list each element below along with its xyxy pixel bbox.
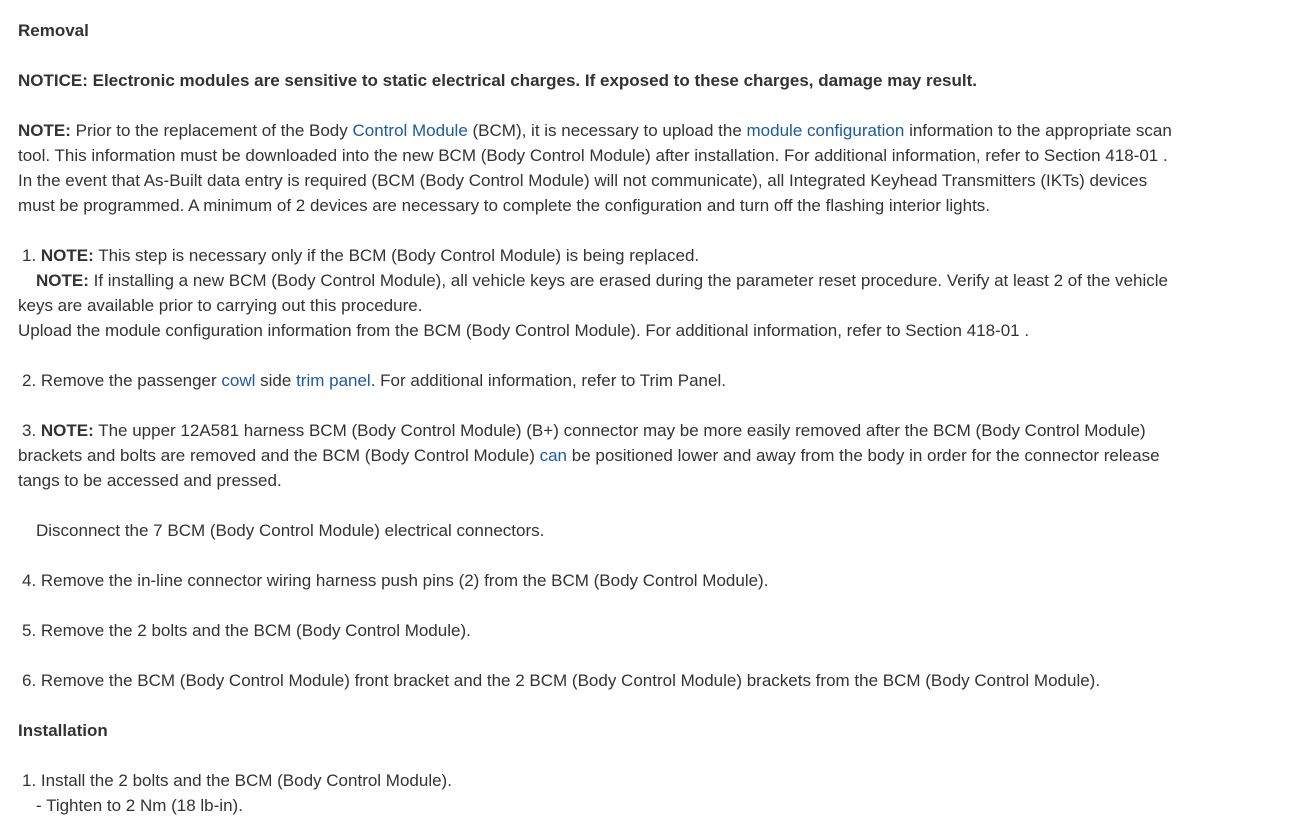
step-text: Remove the passenger [40,371,222,390]
step-2 [22,368,1282,393]
install-step-1-sub: - Tighten to 2 Nm (18 lb-in). [36,796,243,815]
note-label: NOTE: [36,271,89,290]
step-text: brackets and bolts are removed and the BCM (Body Control Module) [18,446,540,465]
removal-heading: Removal [18,21,89,40]
note-label: NOTE: [40,246,94,265]
trim-panel-link[interactable]: trim panel [296,371,371,390]
control-module-link[interactable]: Control Module [352,121,468,140]
install-step-1 [22,768,1282,793]
step-text: side [255,371,297,390]
step-1-action: Upload the module configuration information from the BCM (Body Control Module). For additional information, refer to Section 418-01 . [18,321,1030,340]
step-text: . For additional information, refer to Trim Panel. [370,371,726,390]
note-line-2: tool. This information must be downloaded into the new BCM (Body Control Module) after installation. For additional information, refer to Section 418-01 . [18,146,1168,165]
step-number: 2. [22,371,41,390]
installation-heading: Installation [18,721,108,740]
step-text: If installing a new BCM (Body Control Module), all vehicle keys are erased during the parameter reset procedure. Verify at least 2 of the vehicle [88,271,1168,290]
note-text: Prior to the replacement of the Body [70,121,353,140]
step-number: 1. [22,771,41,790]
note-text: information to the appropriate scan [904,121,1172,140]
step-text: This step is necessary only if the BCM (Body Control Module) is being replaced. [93,246,700,265]
step-text: Remove the BCM (Body Control Module) front bracket and the 2 BCM (Body Control Module) brackets from the BCM (Body Control Module). [40,671,1101,690]
step-6 [22,668,1282,693]
step-1-note [22,243,1282,268]
notice-text: NOTICE: Electronic modules are sensitive to static electrical charges. If exposed to these charges, damage may result. [18,71,977,90]
step-number: 1. [22,246,41,265]
step-3-action: Disconnect the 7 BCM (Body Control Module) electrical connectors. [36,521,545,540]
step-number: 4. [22,571,41,590]
step-number: 5. [22,621,41,640]
note-label: NOTE: [40,421,94,440]
note-line-3: In the event that As-Built data entry is required (BCM (Body Control Module) will not communicate), all Integrated Keyhead Transmitters (IKTs) devices [18,171,1148,190]
note-line-1 [18,118,1278,143]
can-link[interactable]: can [539,446,568,465]
step-text: Remove the 2 bolts and the BCM (Body Control Module). [40,621,471,640]
step-number: 6. [22,671,41,690]
step-text: be positioned lower and away from the body in order for the connector release [567,446,1160,465]
step-3-note-line-2 [18,443,1278,468]
step-number: 3. [22,421,41,440]
step-3-note [22,418,1282,443]
note-text: (BCM), it is necessary to upload the [467,121,747,140]
step-text: Install the 2 bolts and the BCM (Body Control Module). [40,771,452,790]
step-3-note-line-3: tangs to be accessed and pressed. [18,471,282,490]
step-text: Remove the in-line connector wiring harness push pins (2) from the BCM (Body Control Module). [40,571,769,590]
module-configuration-link[interactable]: module configuration [746,121,905,140]
step-1-note-2 [36,268,1290,293]
step-4 [22,568,1282,593]
step-1-note-2-cont: keys are available prior to carrying out this procedure. [18,296,423,315]
note-label: NOTE: [18,121,71,140]
cowl-link[interactable]: cowl [221,371,256,390]
note-line-4: must be programmed. A minimum of 2 devices are necessary to complete the configuration and turn off the flashing interior lights. [18,196,991,215]
step-5 [22,618,1282,643]
step-text: The upper 12A581 harness BCM (Body Control Module) (B+) connector may be more easily removed after the BCM (Body Control Module) [93,421,1146,440]
